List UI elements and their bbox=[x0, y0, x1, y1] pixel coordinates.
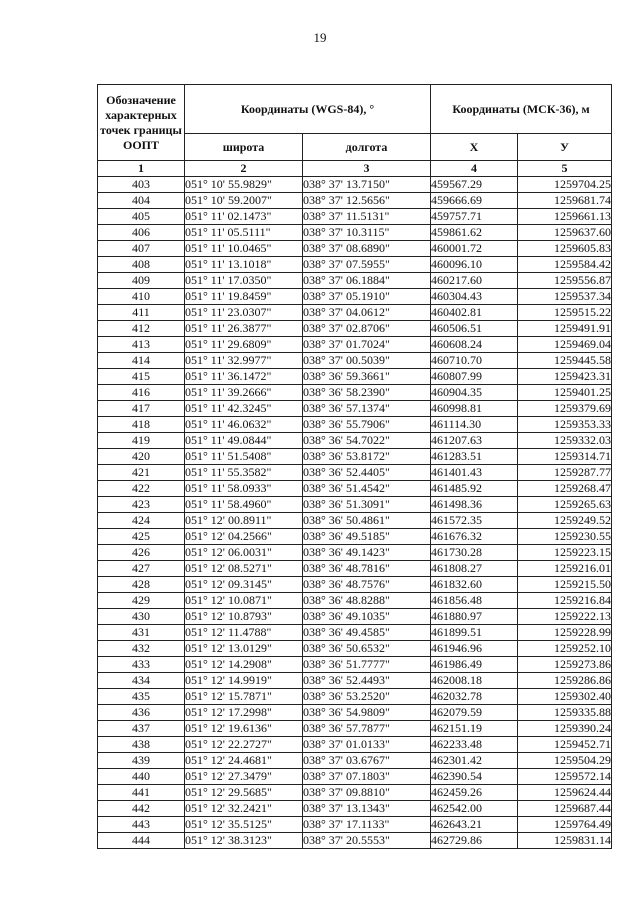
table-row bbox=[98, 481, 612, 497]
x-coordinate-cell: 459666.69 bbox=[431, 193, 518, 209]
column-number: 2 bbox=[185, 161, 303, 177]
y-coordinate-cell: 1259584.42 bbox=[518, 257, 612, 273]
latitude-cell: 051° 11' 39.2666" bbox=[185, 385, 303, 401]
longitude-cell: 038° 36' 58.2390" bbox=[303, 385, 431, 401]
longitude-cell: 038° 36' 52.4405" bbox=[303, 465, 431, 481]
x-coordinate-cell: 461856.48 bbox=[431, 593, 518, 609]
x-coordinate-cell: 459757.71 bbox=[431, 209, 518, 225]
point-id-cell: 425 bbox=[98, 529, 185, 545]
y-coordinate-cell: 1259249.52 bbox=[518, 513, 612, 529]
longitude-cell: 038° 37' 07.1803" bbox=[303, 769, 431, 785]
x-coordinate-cell: 462233.48 bbox=[431, 737, 518, 753]
table-row bbox=[98, 593, 612, 609]
table-row bbox=[98, 801, 612, 817]
table-row bbox=[98, 305, 612, 321]
table-row bbox=[98, 369, 612, 385]
latitude-cell: 051° 11' 49.0844" bbox=[185, 433, 303, 449]
table-row bbox=[98, 785, 612, 801]
point-id-cell: 420 bbox=[98, 449, 185, 465]
x-coordinate-cell: 462643.21 bbox=[431, 817, 518, 833]
x-coordinate-cell: 461986.49 bbox=[431, 657, 518, 673]
latitude-cell: 051° 12' 19.6136" bbox=[185, 721, 303, 737]
table-row bbox=[98, 497, 612, 513]
x-coordinate-cell: 462729.86 bbox=[431, 833, 518, 849]
table-row bbox=[98, 417, 612, 433]
point-id-cell: 440 bbox=[98, 769, 185, 785]
point-id-cell: 422 bbox=[98, 481, 185, 497]
point-id-cell: 436 bbox=[98, 705, 185, 721]
latitude-cell: 051° 12' 06.0031" bbox=[185, 545, 303, 561]
x-coordinate-cell: 462301.42 bbox=[431, 753, 518, 769]
longitude-cell: 038° 37' 09.8810" bbox=[303, 785, 431, 801]
y-coordinate-cell: 1259353.33 bbox=[518, 417, 612, 433]
point-id-cell: 429 bbox=[98, 593, 185, 609]
x-coordinate-cell: 461283.51 bbox=[431, 449, 518, 465]
point-id-cell: 431 bbox=[98, 625, 185, 641]
table-row bbox=[98, 529, 612, 545]
longitude-cell: 038° 36' 48.7816" bbox=[303, 561, 431, 577]
point-id-cell: 408 bbox=[98, 257, 185, 273]
coordinates-table bbox=[97, 84, 612, 849]
latitude-cell: 051° 11' 36.1472" bbox=[185, 369, 303, 385]
point-id-cell: 435 bbox=[98, 689, 185, 705]
x-coordinate-cell: 460402.81 bbox=[431, 305, 518, 321]
x-coordinate-cell: 460001.72 bbox=[431, 241, 518, 257]
longitude-cell: 038° 36' 59.3661" bbox=[303, 369, 431, 385]
point-id-cell: 413 bbox=[98, 337, 185, 353]
x-coordinate-cell: 460304.43 bbox=[431, 289, 518, 305]
x-coordinate-cell: 461676.32 bbox=[431, 529, 518, 545]
y-coordinate-cell: 1259228.99 bbox=[518, 625, 612, 641]
latitude-cell: 051° 11' 42.3245" bbox=[185, 401, 303, 417]
x-coordinate-cell: 460998.81 bbox=[431, 401, 518, 417]
longitude-cell: 038° 37' 01.7024" bbox=[303, 337, 431, 353]
latitude-cell: 051° 12' 14.2908" bbox=[185, 657, 303, 673]
table-row bbox=[98, 385, 612, 401]
latitude-cell: 051° 11' 10.0465" bbox=[185, 241, 303, 257]
latitude-cell: 051° 11' 13.1018" bbox=[185, 257, 303, 273]
point-id-cell: 437 bbox=[98, 721, 185, 737]
point-id-cell: 441 bbox=[98, 785, 185, 801]
longitude-cell: 038° 36' 52.4493" bbox=[303, 673, 431, 689]
table-row bbox=[98, 449, 612, 465]
longitude-cell: 038° 36' 54.9809" bbox=[303, 705, 431, 721]
y-coordinate-cell: 1259401.25 bbox=[518, 385, 612, 401]
table-row bbox=[98, 817, 612, 833]
x-coordinate-cell: 461401.43 bbox=[431, 465, 518, 481]
x-coordinate-cell: 462542.00 bbox=[431, 801, 518, 817]
longitude-cell: 038° 36' 51.7777" bbox=[303, 657, 431, 673]
x-coordinate-cell: 462390.54 bbox=[431, 769, 518, 785]
y-coordinate-cell: 1259605.83 bbox=[518, 241, 612, 257]
point-id-cell: 414 bbox=[98, 353, 185, 369]
x-coordinate-cell: 459567.29 bbox=[431, 177, 518, 193]
y-coordinate-cell: 1259469.04 bbox=[518, 337, 612, 353]
y-coordinate-cell: 1259215.50 bbox=[518, 577, 612, 593]
table-row bbox=[98, 225, 612, 241]
longitude-cell: 038° 37' 02.8706" bbox=[303, 321, 431, 337]
table-body bbox=[98, 177, 612, 849]
longitude-cell: 038° 36' 51.4542" bbox=[303, 481, 431, 497]
point-id-cell: 406 bbox=[98, 225, 185, 241]
latitude-cell: 051° 12' 09.3145" bbox=[185, 577, 303, 593]
y-coordinate-cell: 1259515.22 bbox=[518, 305, 612, 321]
longitude-cell: 038° 36' 53.8172" bbox=[303, 449, 431, 465]
x-coordinate-cell: 461832.60 bbox=[431, 577, 518, 593]
table-row bbox=[98, 577, 612, 593]
longitude-cell: 038° 36' 57.1374" bbox=[303, 401, 431, 417]
longitude-cell: 038° 37' 07.5955" bbox=[303, 257, 431, 273]
longitude-cell: 038° 37' 12.5656" bbox=[303, 193, 431, 209]
table-row bbox=[98, 673, 612, 689]
x-coordinate-cell: 462008.18 bbox=[431, 673, 518, 689]
y-coordinate-cell: 1259223.15 bbox=[518, 545, 612, 561]
point-id-cell: 433 bbox=[98, 657, 185, 673]
table-row bbox=[98, 545, 612, 561]
y-coordinate-cell: 1259637.60 bbox=[518, 225, 612, 241]
y-coordinate-cell: 1259332.03 bbox=[518, 433, 612, 449]
y-coordinate-cell: 1259572.14 bbox=[518, 769, 612, 785]
longitude-cell: 038° 36' 53.2520" bbox=[303, 689, 431, 705]
latitude-cell: 051° 12' 10.8793" bbox=[185, 609, 303, 625]
y-coordinate-cell: 1259287.77 bbox=[518, 465, 612, 481]
y-coordinate-cell: 1259556.87 bbox=[518, 273, 612, 289]
x-coordinate-cell: 461498.36 bbox=[431, 497, 518, 513]
x-coordinate-cell: 460807.99 bbox=[431, 369, 518, 385]
x-coordinate-cell: 460217.60 bbox=[431, 273, 518, 289]
latitude-cell: 051° 12' 29.5685" bbox=[185, 785, 303, 801]
x-coordinate-cell: 460904.35 bbox=[431, 385, 518, 401]
y-coordinate-cell: 1259335.88 bbox=[518, 705, 612, 721]
x-coordinate-cell: 461207.63 bbox=[431, 433, 518, 449]
latitude-cell: 051° 11' 58.4960" bbox=[185, 497, 303, 513]
table-row bbox=[98, 641, 612, 657]
x-coordinate-cell: 461899.51 bbox=[431, 625, 518, 641]
point-id-cell: 417 bbox=[98, 401, 185, 417]
longitude-cell: 038° 37' 03.6767" bbox=[303, 753, 431, 769]
longitude-cell: 038° 36' 48.7576" bbox=[303, 577, 431, 593]
latitude-cell: 051° 11' 26.3877" bbox=[185, 321, 303, 337]
longitude-cell: 038° 36' 49.4585" bbox=[303, 625, 431, 641]
latitude-cell: 051° 11' 58.0933" bbox=[185, 481, 303, 497]
table-header bbox=[98, 85, 612, 177]
header-point-designation: Обозначение характерных точек границы ООПТ bbox=[98, 85, 185, 161]
y-coordinate-cell: 1259704.25 bbox=[518, 177, 612, 193]
page-number: 19 bbox=[313, 30, 327, 45]
table-row bbox=[98, 193, 612, 209]
longitude-cell: 038° 36' 55.7906" bbox=[303, 417, 431, 433]
table-row bbox=[98, 353, 612, 369]
longitude-cell: 038° 37' 04.0612" bbox=[303, 305, 431, 321]
x-coordinate-cell: 460710.70 bbox=[431, 353, 518, 369]
longitude-cell: 038° 36' 49.5185" bbox=[303, 529, 431, 545]
latitude-cell: 051° 12' 00.8911" bbox=[185, 513, 303, 529]
point-id-cell: 416 bbox=[98, 385, 185, 401]
latitude-cell: 051° 11' 05.5111" bbox=[185, 225, 303, 241]
y-coordinate-cell: 1259423.31 bbox=[518, 369, 612, 385]
table-row bbox=[98, 769, 612, 785]
point-id-cell: 412 bbox=[98, 321, 185, 337]
point-id-cell: 432 bbox=[98, 641, 185, 657]
y-coordinate-cell: 1259537.34 bbox=[518, 289, 612, 305]
latitude-cell: 051° 12' 13.0129" bbox=[185, 641, 303, 657]
longitude-cell: 038° 37' 00.5039" bbox=[303, 353, 431, 369]
longitude-cell: 038° 37' 17.1133" bbox=[303, 817, 431, 833]
latitude-cell: 051° 11' 29.6809" bbox=[185, 337, 303, 353]
latitude-cell: 051° 12' 22.2727" bbox=[185, 737, 303, 753]
latitude-cell: 051° 11' 32.9977" bbox=[185, 353, 303, 369]
longitude-cell: 038° 37' 20.5553" bbox=[303, 833, 431, 849]
x-coordinate-cell: 461485.92 bbox=[431, 481, 518, 497]
y-coordinate-cell: 1259252.10 bbox=[518, 641, 612, 657]
latitude-cell: 051° 11' 19.8459" bbox=[185, 289, 303, 305]
latitude-cell: 051° 11' 23.0307" bbox=[185, 305, 303, 321]
longitude-cell: 038° 36' 51.3091" bbox=[303, 497, 431, 513]
latitude-cell: 051° 11' 17.0350" bbox=[185, 273, 303, 289]
table-row bbox=[98, 241, 612, 257]
x-coordinate-cell: 459861.62 bbox=[431, 225, 518, 241]
x-coordinate-cell: 461114.30 bbox=[431, 417, 518, 433]
point-id-cell: 443 bbox=[98, 817, 185, 833]
x-coordinate-cell: 460506.51 bbox=[431, 321, 518, 337]
table-row bbox=[98, 625, 612, 641]
latitude-cell: 051° 11' 55.3582" bbox=[185, 465, 303, 481]
point-id-cell: 426 bbox=[98, 545, 185, 561]
header-msk36-coordinates: Координаты (МСК-36), м bbox=[431, 85, 612, 134]
header-wgs84-coordinates: Координаты (WGS-84), ° bbox=[185, 85, 431, 134]
column-number: 3 bbox=[303, 161, 431, 177]
latitude-cell: 051° 12' 10.0871" bbox=[185, 593, 303, 609]
latitude-cell: 051° 12' 32.2421" bbox=[185, 801, 303, 817]
x-coordinate-cell: 462079.59 bbox=[431, 705, 518, 721]
point-id-cell: 438 bbox=[98, 737, 185, 753]
x-coordinate-cell: 460608.24 bbox=[431, 337, 518, 353]
point-id-cell: 418 bbox=[98, 417, 185, 433]
x-coordinate-cell: 460096.10 bbox=[431, 257, 518, 273]
point-id-cell: 411 bbox=[98, 305, 185, 321]
longitude-cell: 038° 37' 13.7150" bbox=[303, 177, 431, 193]
table-row bbox=[98, 833, 612, 849]
point-id-cell: 405 bbox=[98, 209, 185, 225]
y-coordinate-cell: 1259222.13 bbox=[518, 609, 612, 625]
latitude-cell: 051° 12' 27.3479" bbox=[185, 769, 303, 785]
point-id-cell: 428 bbox=[98, 577, 185, 593]
point-id-cell: 423 bbox=[98, 497, 185, 513]
x-coordinate-cell: 461946.96 bbox=[431, 641, 518, 657]
y-coordinate-cell: 1259286.86 bbox=[518, 673, 612, 689]
y-coordinate-cell: 1259273.86 bbox=[518, 657, 612, 673]
table-row bbox=[98, 609, 612, 625]
y-coordinate-cell: 1259216.01 bbox=[518, 561, 612, 577]
y-coordinate-cell: 1259379.69 bbox=[518, 401, 612, 417]
latitude-cell: 051° 12' 08.5271" bbox=[185, 561, 303, 577]
latitude-cell: 051° 12' 17.2998" bbox=[185, 705, 303, 721]
y-coordinate-cell: 1259265.63 bbox=[518, 497, 612, 513]
table-row bbox=[98, 753, 612, 769]
point-id-cell: 409 bbox=[98, 273, 185, 289]
point-id-cell: 403 bbox=[98, 177, 185, 193]
point-id-cell: 410 bbox=[98, 289, 185, 305]
longitude-cell: 038° 37' 10.3115" bbox=[303, 225, 431, 241]
table-row bbox=[98, 209, 612, 225]
latitude-cell: 051° 12' 04.2566" bbox=[185, 529, 303, 545]
table-row bbox=[98, 433, 612, 449]
latitude-cell: 051° 12' 38.3123" bbox=[185, 833, 303, 849]
point-id-cell: 407 bbox=[98, 241, 185, 257]
longitude-cell: 038° 36' 57.7877" bbox=[303, 721, 431, 737]
point-id-cell: 421 bbox=[98, 465, 185, 481]
column-number-row bbox=[98, 161, 612, 177]
latitude-cell: 051° 12' 35.5125" bbox=[185, 817, 303, 833]
y-coordinate-cell: 1259764.49 bbox=[518, 817, 612, 833]
table-row bbox=[98, 657, 612, 673]
y-coordinate-cell: 1259491.91 bbox=[518, 321, 612, 337]
table-row bbox=[98, 513, 612, 529]
latitude-cell: 051° 10' 59.2007" bbox=[185, 193, 303, 209]
header-y: У bbox=[518, 134, 612, 161]
table-row bbox=[98, 465, 612, 481]
point-id-cell: 415 bbox=[98, 369, 185, 385]
column-number: 5 bbox=[518, 161, 612, 177]
y-coordinate-cell: 1259390.24 bbox=[518, 721, 612, 737]
y-coordinate-cell: 1259831.14 bbox=[518, 833, 612, 849]
x-coordinate-cell: 461572.35 bbox=[431, 513, 518, 529]
y-coordinate-cell: 1259445.58 bbox=[518, 353, 612, 369]
latitude-cell: 051° 12' 14.9919" bbox=[185, 673, 303, 689]
longitude-cell: 038° 36' 50.6532" bbox=[303, 641, 431, 657]
point-id-cell: 430 bbox=[98, 609, 185, 625]
longitude-cell: 038° 37' 05.1910" bbox=[303, 289, 431, 305]
latitude-cell: 051° 11' 51.5408" bbox=[185, 449, 303, 465]
x-coordinate-cell: 462032.78 bbox=[431, 689, 518, 705]
y-coordinate-cell: 1259681.74 bbox=[518, 193, 612, 209]
table-row bbox=[98, 705, 612, 721]
longitude-cell: 038° 37' 01.0133" bbox=[303, 737, 431, 753]
point-id-cell: 442 bbox=[98, 801, 185, 817]
table-row bbox=[98, 401, 612, 417]
latitude-cell: 051° 10' 55.9829" bbox=[185, 177, 303, 193]
y-coordinate-cell: 1259624.44 bbox=[518, 785, 612, 801]
longitude-cell: 038° 37' 06.1884" bbox=[303, 273, 431, 289]
y-coordinate-cell: 1259216.84 bbox=[518, 593, 612, 609]
point-id-cell: 444 bbox=[98, 833, 185, 849]
table-row bbox=[98, 273, 612, 289]
longitude-cell: 038° 36' 49.1035" bbox=[303, 609, 431, 625]
longitude-cell: 038° 37' 08.6890" bbox=[303, 241, 431, 257]
point-id-cell: 439 bbox=[98, 753, 185, 769]
y-coordinate-cell: 1259452.71 bbox=[518, 737, 612, 753]
table-row bbox=[98, 737, 612, 753]
table-row bbox=[98, 561, 612, 577]
table-row bbox=[98, 337, 612, 353]
y-coordinate-cell: 1259661.13 bbox=[518, 209, 612, 225]
column-number: 1 bbox=[98, 161, 185, 177]
y-coordinate-cell: 1259687.44 bbox=[518, 801, 612, 817]
x-coordinate-cell: 461808.27 bbox=[431, 561, 518, 577]
longitude-cell: 038° 36' 49.1423" bbox=[303, 545, 431, 561]
x-coordinate-cell: 462151.19 bbox=[431, 721, 518, 737]
latitude-cell: 051° 12' 15.7871" bbox=[185, 689, 303, 705]
point-id-cell: 427 bbox=[98, 561, 185, 577]
longitude-cell: 038° 36' 48.8288" bbox=[303, 593, 431, 609]
table-row bbox=[98, 289, 612, 305]
x-coordinate-cell: 461730.28 bbox=[431, 545, 518, 561]
point-id-cell: 404 bbox=[98, 193, 185, 209]
table-row bbox=[98, 689, 612, 705]
point-id-cell: 419 bbox=[98, 433, 185, 449]
header-latitude: широта bbox=[185, 134, 303, 161]
header-longitude: долгота bbox=[303, 134, 431, 161]
longitude-cell: 038° 36' 50.4861" bbox=[303, 513, 431, 529]
table-row bbox=[98, 177, 612, 193]
table-row bbox=[98, 321, 612, 337]
longitude-cell: 038° 36' 54.7022" bbox=[303, 433, 431, 449]
y-coordinate-cell: 1259268.47 bbox=[518, 481, 612, 497]
longitude-cell: 038° 37' 11.5131" bbox=[303, 209, 431, 225]
table-row bbox=[98, 721, 612, 737]
latitude-cell: 051° 12' 24.4681" bbox=[185, 753, 303, 769]
header-x: Х bbox=[431, 134, 518, 161]
y-coordinate-cell: 1259302.40 bbox=[518, 689, 612, 705]
point-id-cell: 434 bbox=[98, 673, 185, 689]
y-coordinate-cell: 1259314.71 bbox=[518, 449, 612, 465]
table-row bbox=[98, 257, 612, 273]
longitude-cell: 038° 37' 13.1343" bbox=[303, 801, 431, 817]
y-coordinate-cell: 1259230.55 bbox=[518, 529, 612, 545]
y-coordinate-cell: 1259504.29 bbox=[518, 753, 612, 769]
point-id-cell: 424 bbox=[98, 513, 185, 529]
latitude-cell: 051° 11' 02.1473" bbox=[185, 209, 303, 225]
x-coordinate-cell: 462459.26 bbox=[431, 785, 518, 801]
latitude-cell: 051° 12' 11.4788" bbox=[185, 625, 303, 641]
x-coordinate-cell: 461880.97 bbox=[431, 609, 518, 625]
column-number: 4 bbox=[431, 161, 518, 177]
latitude-cell: 051° 11' 46.0632" bbox=[185, 417, 303, 433]
